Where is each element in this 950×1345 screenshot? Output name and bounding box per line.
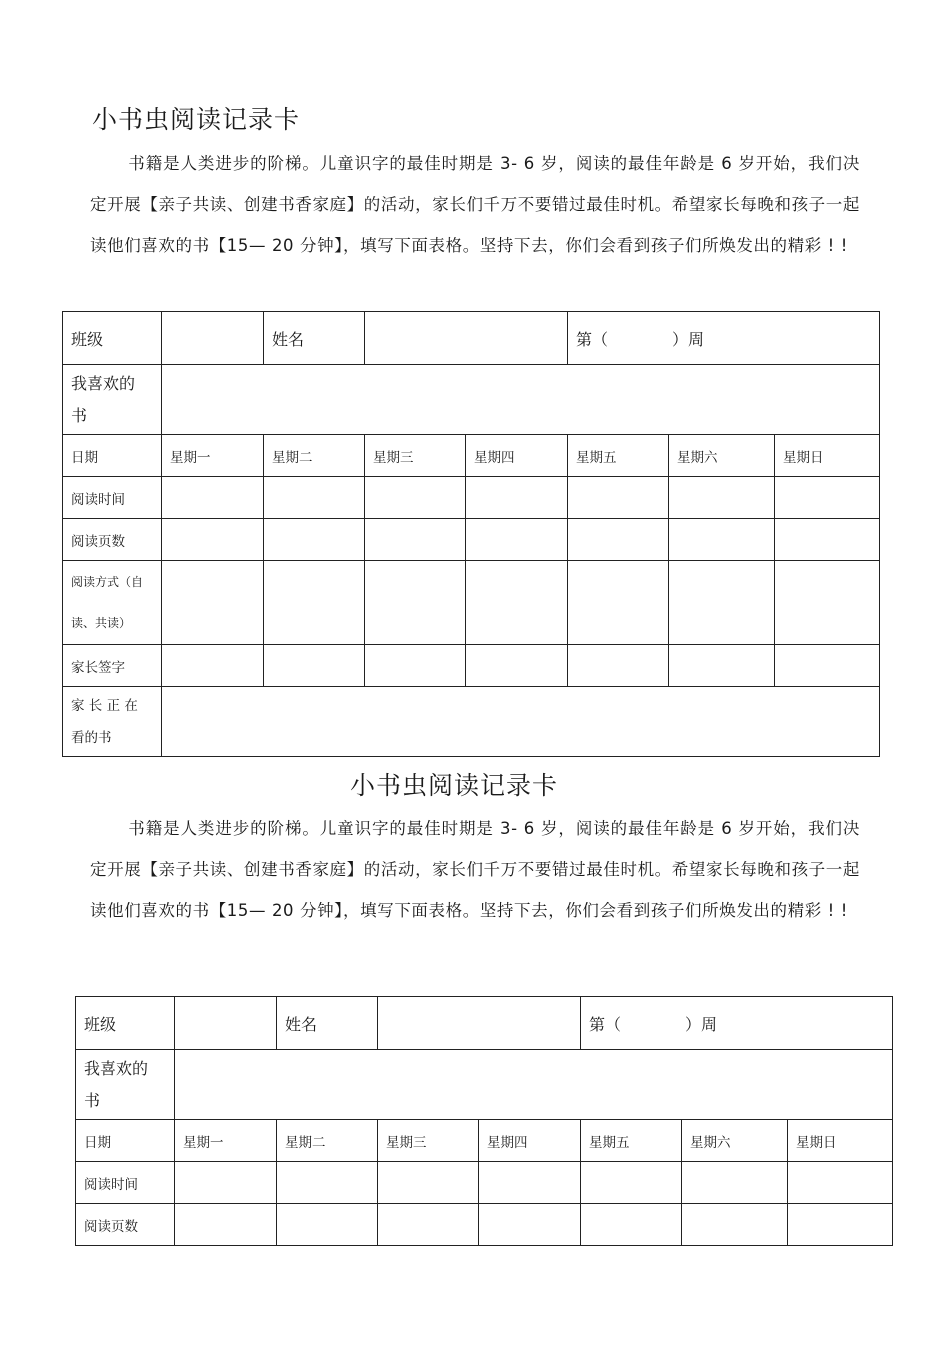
name-label: 姓名 <box>264 312 365 365</box>
cell[interactable] <box>479 1162 581 1204</box>
cell[interactable] <box>162 477 264 519</box>
name-label: 姓名 <box>277 997 378 1050</box>
cell[interactable] <box>264 519 365 561</box>
day-thu: 星期四 <box>479 1120 581 1162</box>
cell[interactable] <box>466 561 568 645</box>
header-row <box>76 997 893 1050</box>
parent-book-row <box>63 687 880 757</box>
cell[interactable] <box>175 1204 277 1246</box>
favorite-book-label: 我喜欢的 书 <box>76 1050 175 1120</box>
cell[interactable] <box>568 645 669 687</box>
day-fri: 星期五 <box>581 1120 682 1162</box>
reading-method-label: 阅读方式（自 读、共读） <box>63 561 162 645</box>
cell[interactable] <box>466 645 568 687</box>
cell[interactable] <box>581 1162 682 1204</box>
parent-sign-row <box>63 645 880 687</box>
parent-book-label: 家 长 正 在 看的书 <box>63 687 162 757</box>
date-label: 日期 <box>63 435 162 477</box>
reading-time-row <box>63 477 880 519</box>
cell[interactable] <box>682 1204 788 1246</box>
day-mon: 星期一 <box>162 435 264 477</box>
favorite-book-field[interactable] <box>162 365 880 435</box>
reading-time-label: 阅读时间 <box>76 1162 175 1204</box>
reading-pages-row <box>76 1204 893 1246</box>
name-field[interactable] <box>378 997 581 1050</box>
cell[interactable] <box>365 477 466 519</box>
cell[interactable] <box>788 1162 893 1204</box>
date-row <box>76 1120 893 1162</box>
cell[interactable] <box>277 1204 378 1246</box>
cell[interactable] <box>788 1204 893 1246</box>
day-tue: 星期二 <box>264 435 365 477</box>
week-field[interactable]: 第（ ）周 <box>568 312 880 365</box>
cell[interactable] <box>264 477 365 519</box>
cell[interactable] <box>365 645 466 687</box>
cell[interactable] <box>162 561 264 645</box>
card1-reading-table <box>62 311 880 757</box>
cell[interactable] <box>775 645 880 687</box>
cell[interactable] <box>264 561 365 645</box>
day-sun: 星期日 <box>775 435 880 477</box>
cell[interactable] <box>568 561 669 645</box>
card1-intro: 书籍是人类进步的阶梯。儿童识字的最佳时期是 3- 6 岁，阅读的最佳年龄是 6 岁开始，我们决定开展【亲子共读、创建书香家庭】的活动，家长们千万不要错过最佳时机。希望家长每晚和孩子一起读他们喜欢的书【15— 20 分钟】，填写下面表格。坚持下去，你们会看到孩子们所焕发出的精彩 ! ! <box>90 154 860 255</box>
cell[interactable] <box>669 561 775 645</box>
day-mon: 星期一 <box>175 1120 277 1162</box>
day-sat: 星期六 <box>669 435 775 477</box>
cell[interactable] <box>775 519 880 561</box>
cell[interactable] <box>581 1204 682 1246</box>
cell[interactable] <box>568 519 669 561</box>
class-field[interactable] <box>162 312 264 365</box>
parent-book-field[interactable] <box>162 687 880 757</box>
day-wed: 星期三 <box>365 435 466 477</box>
cell[interactable] <box>479 1204 581 1246</box>
class-field[interactable] <box>175 997 277 1050</box>
cell[interactable] <box>466 477 568 519</box>
cell[interactable] <box>775 477 880 519</box>
parent-sign-label: 家长签字 <box>63 645 162 687</box>
cell[interactable] <box>669 519 775 561</box>
reading-pages-row <box>63 519 880 561</box>
cell[interactable] <box>378 1162 479 1204</box>
cell[interactable] <box>775 561 880 645</box>
cell[interactable] <box>669 477 775 519</box>
day-sat: 星期六 <box>682 1120 788 1162</box>
header-row <box>63 312 880 365</box>
cell[interactable] <box>365 561 466 645</box>
cell[interactable] <box>162 519 264 561</box>
date-label: 日期 <box>76 1120 175 1162</box>
reading-pages-label: 阅读页数 <box>63 519 162 561</box>
day-sun: 星期日 <box>788 1120 893 1162</box>
cell[interactable] <box>682 1162 788 1204</box>
reading-time-row <box>76 1162 893 1204</box>
cell[interactable] <box>264 645 365 687</box>
card2-title: 小书虫阅读记录卡 <box>350 771 559 800</box>
class-label: 班级 <box>63 312 162 365</box>
day-tue: 星期二 <box>277 1120 378 1162</box>
card2-intro: 书籍是人类进步的阶梯。儿童识字的最佳时期是 3- 6 岁，阅读的最佳年龄是 6 岁开始，我们决定开展【亲子共读、创建书香家庭】的活动，家长们千万不要错过最佳时机。希望家长每晚和孩子一起读他们喜欢的书【15— 20 分钟】，填写下面表格。坚持下去，你们会看到孩子们所焕发出的精彩 ! ! <box>90 819 860 920</box>
cell[interactable] <box>175 1162 277 1204</box>
reading-pages-label: 阅读页数 <box>76 1204 175 1246</box>
reading-time-label: 阅读时间 <box>63 477 162 519</box>
card1-title: 小书虫阅读记录卡 <box>92 105 301 134</box>
name-field[interactable] <box>365 312 568 365</box>
cell[interactable] <box>365 519 466 561</box>
favorite-book-label: 我喜欢的 书 <box>63 365 162 435</box>
day-wed: 星期三 <box>378 1120 479 1162</box>
cell[interactable] <box>378 1204 479 1246</box>
favorite-book-field[interactable] <box>175 1050 893 1120</box>
week-field[interactable]: 第（ ）周 <box>581 997 893 1050</box>
day-thu: 星期四 <box>466 435 568 477</box>
cell[interactable] <box>669 645 775 687</box>
cell[interactable] <box>568 477 669 519</box>
favorite-book-row <box>76 1050 893 1120</box>
cell[interactable] <box>466 519 568 561</box>
date-row <box>63 435 880 477</box>
class-label: 班级 <box>76 997 175 1050</box>
card2-reading-table <box>75 996 893 1246</box>
day-fri: 星期五 <box>568 435 669 477</box>
reading-method-row <box>63 561 880 645</box>
favorite-book-row <box>63 365 880 435</box>
cell[interactable] <box>162 645 264 687</box>
cell[interactable] <box>277 1162 378 1204</box>
